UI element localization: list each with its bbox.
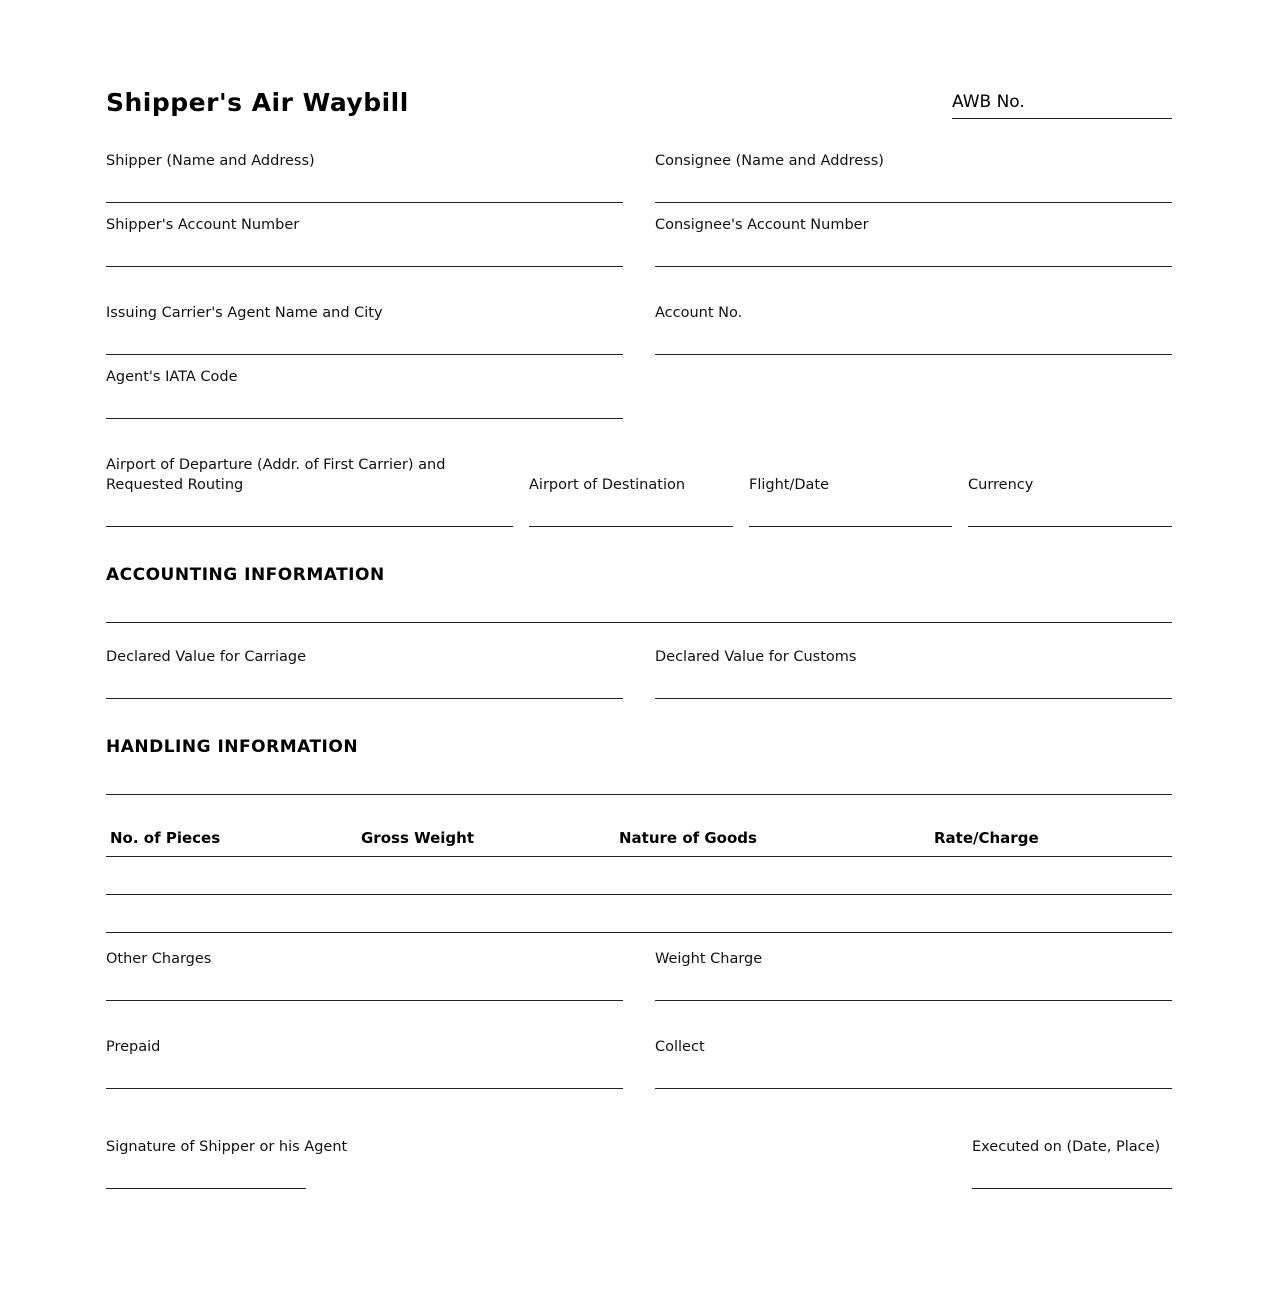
other-charges-input[interactable]: [106, 978, 623, 998]
handling-line: [106, 794, 1172, 795]
airport-destination-input[interactable]: [529, 504, 733, 524]
other-charges-label: Other Charges: [106, 951, 212, 967]
accounting-input[interactable]: [106, 600, 1172, 620]
consignee-label: Consignee (Name and Address): [655, 153, 884, 169]
weight-charge-input[interactable]: [655, 978, 1172, 998]
page-title: Shipper's Air Waybill: [106, 88, 409, 117]
column-header-gross-weight: Gross Weight: [361, 829, 475, 847]
shipper-account-input[interactable]: [106, 244, 623, 264]
consignee-input[interactable]: [655, 180, 1172, 200]
shipper-account-line: [106, 266, 623, 267]
executed-on-line: [972, 1188, 1172, 1189]
signature-input[interactable]: [106, 1166, 306, 1186]
agent-name-city-label: Issuing Carrier's Agent Name and City: [106, 305, 383, 321]
weight-charge-label: Weight Charge: [655, 951, 763, 967]
shipper-input[interactable]: [106, 180, 623, 200]
currency-line: [968, 526, 1172, 527]
account-no-line: [655, 354, 1172, 355]
airport-destination-label: Airport of Destination: [529, 477, 686, 493]
currency-input[interactable]: [968, 504, 1172, 524]
handling-section-heading: HANDLING INFORMATION: [106, 737, 359, 757]
signature-label: Signature of Shipper or his Agent: [106, 1139, 348, 1155]
agent-iata-label: Agent's IATA Code: [106, 369, 238, 385]
account-no-label: Account No.: [655, 305, 743, 321]
executed-on-label: Executed on (Date, Place): [972, 1139, 1161, 1155]
airport-departure-line: [106, 526, 513, 527]
handling-input[interactable]: [106, 772, 1172, 792]
column-header-nature-of-goods: Nature of Goods: [619, 829, 757, 847]
airport-destination-line: [529, 526, 733, 527]
consignee-account-line: [655, 266, 1172, 267]
declared-carriage-line: [106, 698, 623, 699]
airport-departure-input[interactable]: [106, 504, 513, 524]
declared-carriage-input[interactable]: [106, 676, 623, 696]
consignee-line: [655, 202, 1172, 203]
collect-input[interactable]: [655, 1066, 1172, 1086]
flight-date-input[interactable]: [749, 504, 952, 524]
table-row-line: [106, 932, 1172, 933]
executed-on-input[interactable]: [972, 1166, 1172, 1186]
consignee-account-label: Consignee's Account Number: [655, 217, 869, 233]
table-row[interactable]: [106, 857, 1172, 894]
declared-customs-line: [655, 698, 1172, 699]
collect-label: Collect: [655, 1039, 705, 1055]
flight-date-label: Flight/Date: [749, 477, 830, 493]
declared-customs-label: Declared Value for Customs: [655, 649, 857, 665]
shipper-line: [106, 202, 623, 203]
consignee-account-input[interactable]: [655, 244, 1172, 264]
agent-iata-line: [106, 418, 623, 419]
other-charges-line: [106, 1000, 623, 1001]
table-row[interactable]: [106, 895, 1172, 932]
agent-name-city-input[interactable]: [106, 332, 623, 352]
column-header-rate-charge: Rate/Charge: [934, 829, 1039, 847]
airport-departure-label-line2: Requested Routing: [106, 477, 244, 493]
awb-number-field[interactable]: [952, 92, 1172, 119]
flight-date-line: [749, 526, 952, 527]
shipper-label: Shipper (Name and Address): [106, 153, 315, 169]
declared-customs-input[interactable]: [655, 676, 1172, 696]
awb-number-label: AWB No.: [952, 92, 1025, 112]
weight-charge-line: [655, 1000, 1172, 1001]
account-no-input[interactable]: [655, 332, 1172, 352]
prepaid-label: Prepaid: [106, 1039, 161, 1055]
airport-departure-label-line1: Airport of Departure (Addr. of First Carrier) and: [106, 457, 446, 473]
column-header-pieces: No. of Pieces: [110, 829, 221, 847]
declared-carriage-label: Declared Value for Carriage: [106, 649, 307, 665]
accounting-line: [106, 622, 1172, 623]
collect-line: [655, 1088, 1172, 1089]
airport-departure-label: [106, 455, 445, 495]
signature-line: [106, 1188, 306, 1189]
prepaid-line: [106, 1088, 623, 1089]
currency-label: Currency: [968, 477, 1034, 493]
agent-iata-input[interactable]: [106, 396, 623, 416]
prepaid-input[interactable]: [106, 1066, 623, 1086]
accounting-section-heading: ACCOUNTING INFORMATION: [106, 565, 385, 585]
shipper-account-label: Shipper's Account Number: [106, 217, 300, 233]
agent-name-city-line: [106, 354, 623, 355]
